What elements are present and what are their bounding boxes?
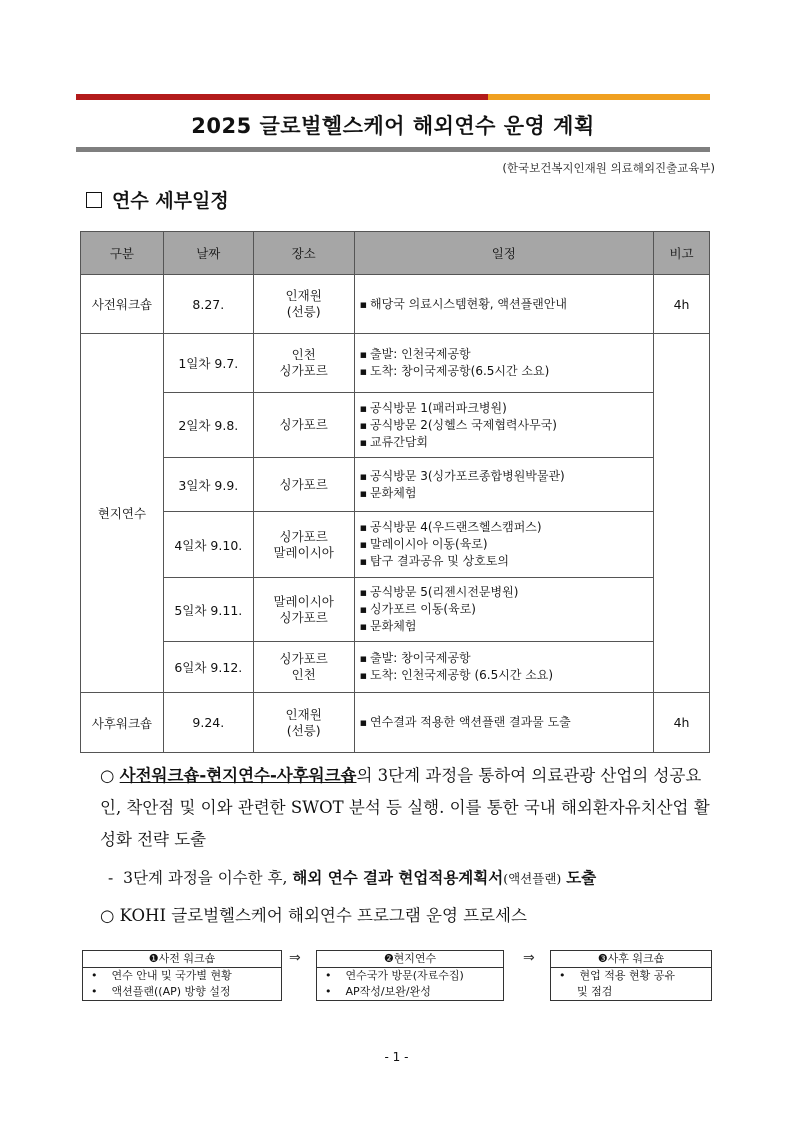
header-schedule: 일정 [354,232,653,275]
row-place: 싱가포르 [253,458,354,512]
process-item: • AP작성/보완/완성 [317,984,503,1000]
row-category: 사전워크숍 [81,275,164,334]
row-schedule: ▪ 해당국 의료시스템현황, 액션플랜안내 [354,275,653,334]
row-place: 싱가포르 말레이시아 [253,512,354,578]
source-org: (한국보건복지인재원 의료해외진출교육부) [502,161,715,175]
page-number: - 1 - [384,1050,409,1064]
result-end: 도출 [566,869,597,887]
section-heading-text: 연수 세부일정 [112,190,229,212]
table-row [81,393,710,458]
header-place: 장소 [253,232,354,275]
result-small: (액션플랜) [503,871,562,886]
row-place: 인천 싱가포르 [253,334,354,393]
row-place: 싱가포르 [253,393,354,458]
process-item: • 연수국가 방문(자료수집) [317,968,503,984]
row-place: 인재원 (선릉) [253,693,354,753]
checkbox-square-icon [86,192,102,208]
row-note: 4h [654,275,710,334]
circle-bullet-icon: ○ [100,766,115,785]
row-place: 말레이시아 싱가포르 [253,578,354,642]
table-row [81,693,710,753]
row-date: 2일차 9.8. [163,393,253,458]
row-schedule: ▪ 공식방문 1(패러파크병원) ▪ 공식방문 2(싱헬스 국제협력사무국) ▪ 교류간담회 [354,393,653,458]
process-title: ❶사전 워크숍 [83,951,281,968]
header-category: 구분 [81,232,164,275]
onsite-category: 현지연수 [81,334,164,693]
table-row [81,275,710,334]
header-note: 비고 [654,232,710,275]
process-item: • 현업 적용 현황 공유 [551,968,711,984]
arrow-icon: ⇒ [289,950,301,966]
process-box-post [550,950,712,1001]
table-row [81,642,710,693]
row-place: 싱가포르 인천 [253,642,354,693]
title-underline-bar [76,147,710,152]
dash-bullet: - [108,869,114,887]
process-item: • 액션플랜((AP) 방향 설정 [83,984,281,1000]
row-date: 1일차 9.7. [163,334,253,393]
table-row [81,458,710,512]
document-title: 2025 글로벌헬스케어 해외연수 운영 계획 [191,114,595,138]
paragraph-result [108,862,596,895]
row-date: 8.27. [163,275,253,334]
result-lead: 3단계 과정을 이수한 후, [123,869,288,887]
row-place: 인재원 (선릉) [253,275,354,334]
row-schedule: ▪ 공식방문 3(싱가포르종합병원박물관) ▪ 문화체험 [354,458,653,512]
process-box-pre [82,950,282,1001]
row-date: 3일차 9.9. [163,458,253,512]
row-schedule: ▪ 공식방문 5(리젠시전문병원) ▪ 싱가포르 이동(육로) ▪ 문화체험 [354,578,653,642]
row-date: 9.24. [163,693,253,753]
header-date: 날짜 [163,232,253,275]
top-bar-orange [488,94,710,100]
paragraph-process-title: ○ KOHI 글로벌헬스케어 해외연수 프로그램 운영 프로세스 [100,906,527,925]
process-box-onsite [316,950,504,1001]
table-header-row [81,232,710,275]
process-item: 및 점검 [577,985,613,998]
schedule-table [80,231,710,753]
top-bar-red [76,94,488,100]
section-heading [86,186,229,213]
process-title: ❷현지연수 [317,951,503,968]
result-bold: 해외 연수 결과 현업적용계획서 [292,869,504,887]
row-date: 6일차 9.12. [163,642,253,693]
row-date: 4일차 9.10. [163,512,253,578]
table-row [81,578,710,642]
paragraph-text: 의 3단계 과정을 통하여 의료관광 산업의 성공요인, 착안점 및 이와 관련한 SWOT 분석 등 실행. 이를 통한 국내 해외환자유치산업 활성화 전략 도출 [100,766,710,849]
row-date: 5일차 9.11. [163,578,253,642]
arrow-icon: ⇒ [523,950,535,966]
row-note: 4h [654,693,710,753]
row-schedule: ▪ 출발: 인천국제공항 ▪ 도착: 창이국제공항(6.5시간 소요) [354,334,653,393]
table-row [81,512,710,578]
row-category: 사후워크숍 [81,693,164,753]
top-color-bar [76,94,710,100]
process-item: • 연수 안내 및 국가별 현황 [83,968,281,984]
paragraph-highlight: 사전워크숍-현지연수-사후워크숍 [119,766,357,785]
process-title: ❸사후 워크숍 [551,951,711,968]
paragraph-three-stage [100,760,720,856]
row-schedule: ▪ 연수결과 적용한 액션플랜 결과물 도출 [354,693,653,753]
row-schedule: ▪ 출발: 창이국제공항 ▪ 도착: 인천국제공항 (6.5시간 소요) [354,642,653,693]
row-schedule: ▪ 공식방문 4(우드랜즈헬스캠퍼스) ▪ 말레이시아 이동(육로) ▪ 탐구 결과공유 및 상호토의 [354,512,653,578]
table-row [81,334,710,393]
onsite-note [654,334,710,693]
